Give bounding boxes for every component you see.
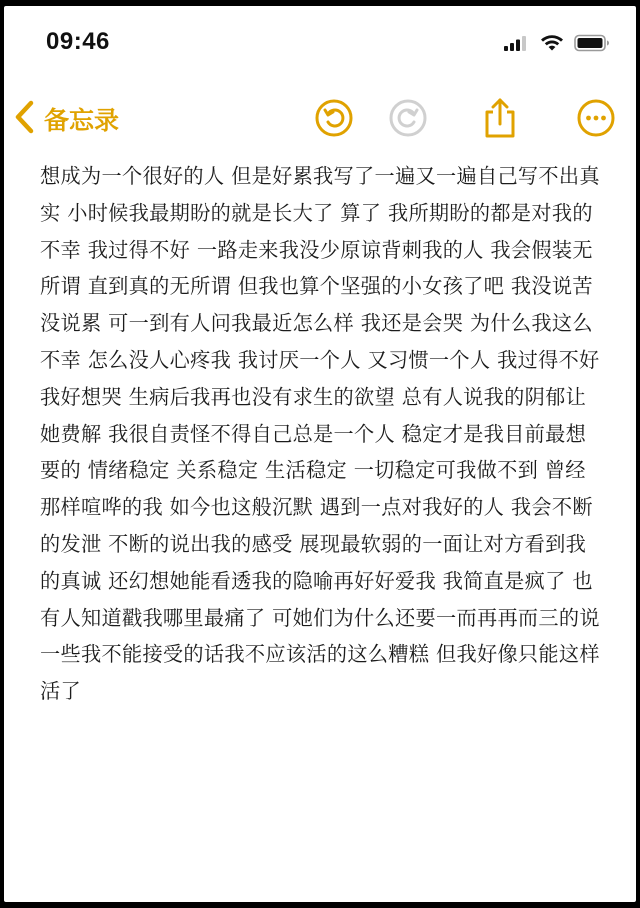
share-button[interactable] — [478, 98, 522, 142]
status-bar — [4, 6, 636, 76]
battery-icon — [574, 34, 610, 56]
undo-button[interactable] — [312, 98, 356, 142]
more-button[interactable] — [574, 98, 618, 142]
undo-icon — [314, 98, 354, 142]
note-toolbar — [312, 98, 618, 142]
wifi-icon — [540, 34, 564, 56]
chevron-left-icon — [14, 100, 36, 138]
more-icon — [576, 98, 616, 142]
back-button-label: 备忘录 — [44, 106, 120, 135]
notes-screen — [4, 6, 636, 902]
back-button[interactable] — [14, 100, 119, 138]
note-text[interactable]: 想成为一个很好的人 但是好累我写了一遍又一遍自己写不出真实 小时候我最期盼的就是长大了 算了 我所期盼的都是对我的不幸 我过得不好 一路走来我没少原谅背刺我的人 我会假装无所谓 直到真的无所谓 但我也算个坚强的小女孩了吧 我没说苦 没说累 可一到有人问我最近怎么样 我还是会哭 为什么我这么不幸 怎么没人心疼我 我讨厌一个人 又习惯一个人 我过得不好 我好想哭 生病后我再也没有求生的欲望 总有人说我的阴郁让她费解 我很自责怪不得自己总是一个人 稳定才是我目前最想要的 情绪稳定 关系稳定 生活稳定 一切稳定可我做不到 曾经那样喧哗的我 如今也这般沉默 遇到一点对我好的人 我会不断的发泄 不断的说出我的感受 展现最软弱的一面让对方看到我的真诚 还幻想她能看透我的隐喻再好好爱我 我简直是疯了 也有人知道戳我哪里最痛了 可她们为什么还要一而再再而三的说一些我不能接受的话我不应该活的这么糟糕 但我好像只能这样活了 — [40, 164, 600, 704]
cellular-signal-icon — [504, 35, 530, 55]
navigation-bar — [4, 92, 636, 148]
redo-button[interactable] — [386, 98, 430, 142]
status-time: 09:46 — [46, 28, 110, 55]
status-icons — [504, 34, 610, 56]
redo-icon — [388, 98, 428, 142]
share-icon — [482, 97, 518, 143]
